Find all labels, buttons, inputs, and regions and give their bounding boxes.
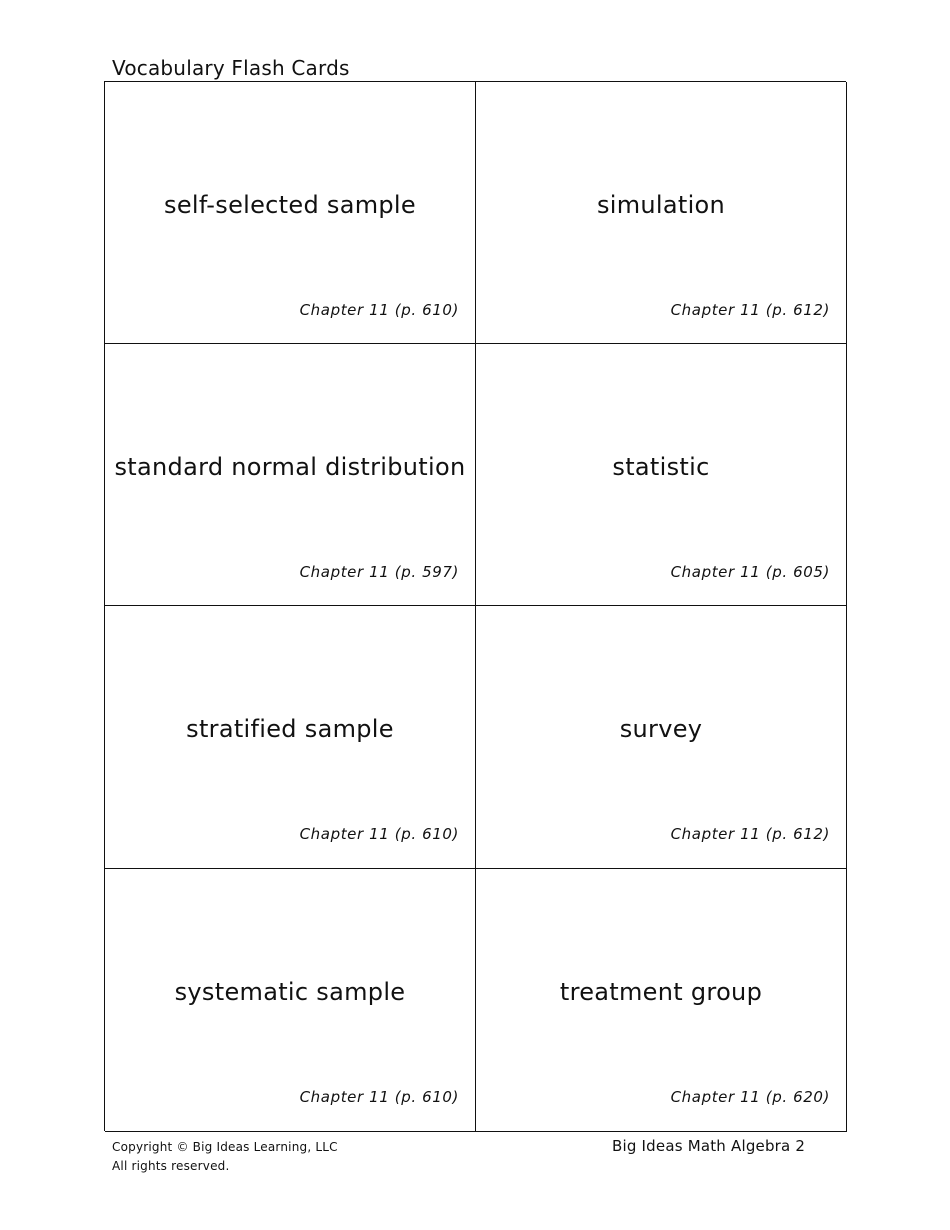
copyright-notice	[112, 1138, 338, 1176]
card-chapter-reference: Chapter 11 (p. 610)	[299, 301, 459, 319]
flash-card	[105, 606, 476, 869]
flash-card	[105, 869, 476, 1132]
card-term: treatment group	[559, 978, 763, 1006]
flash-card-grid	[104, 81, 846, 1131]
card-term: standard normal distribution	[114, 453, 466, 481]
card-chapter-reference: Chapter 11 (p. 610)	[299, 825, 459, 843]
card-term: stratified sample	[186, 715, 394, 743]
book-title: Big Ideas Math Algebra 2	[612, 1137, 806, 1155]
card-chapter-reference: Chapter 11 (p. 612)	[670, 301, 830, 319]
flash-card	[476, 82, 847, 344]
flash-card	[476, 344, 847, 606]
card-term: survey	[619, 715, 703, 743]
card-term: simulation	[596, 191, 726, 219]
card-term: statistic	[612, 453, 710, 481]
card-chapter-reference: Chapter 11 (p. 605)	[670, 563, 830, 581]
flash-card	[476, 869, 847, 1132]
card-chapter-reference: Chapter 11 (p. 597)	[299, 563, 459, 581]
card-chapter-reference: Chapter 11 (p. 620)	[670, 1088, 830, 1106]
flash-card	[105, 82, 476, 344]
flash-card	[476, 606, 847, 869]
copyright-line: Copyright © Big Ideas Learning, LLC	[112, 1140, 338, 1154]
flash-card	[105, 344, 476, 606]
card-chapter-reference: Chapter 11 (p. 612)	[670, 825, 830, 843]
rights-line: All rights reserved.	[112, 1159, 230, 1173]
card-chapter-reference: Chapter 11 (p. 610)	[299, 1088, 459, 1106]
card-term: self-selected sample	[164, 191, 416, 219]
page-title: Vocabulary Flash Cards	[112, 56, 350, 80]
card-term: systematic sample	[174, 978, 406, 1006]
